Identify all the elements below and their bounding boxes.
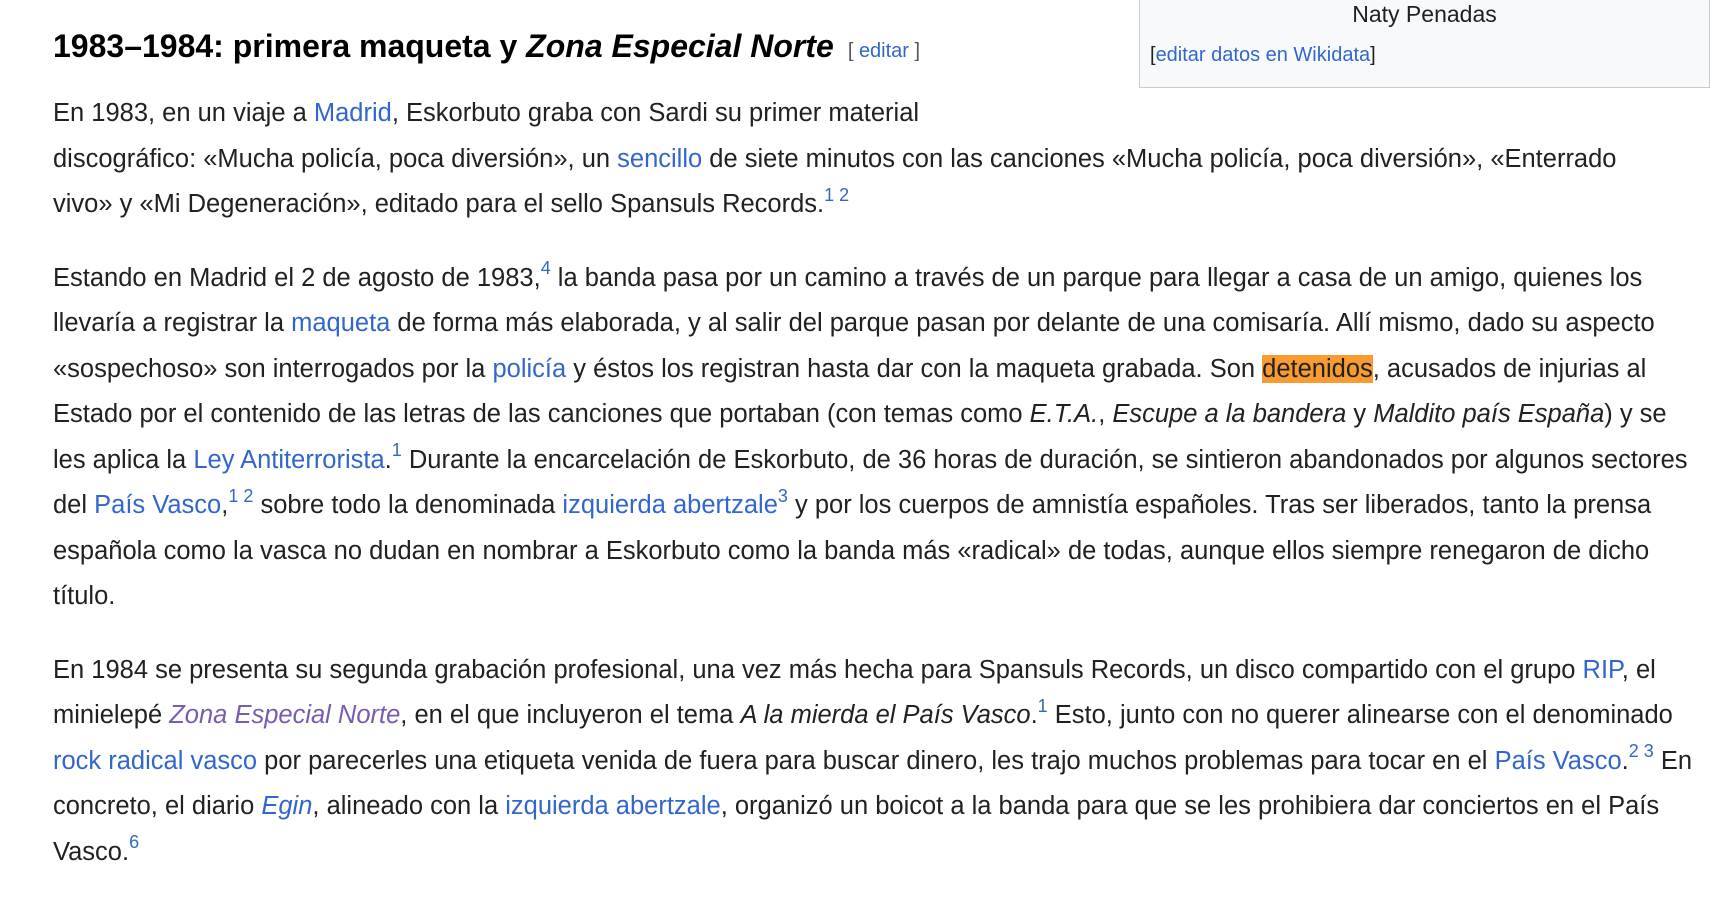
link-egin[interactable]: Egin	[261, 792, 313, 820]
text: .	[1030, 701, 1038, 729]
ref-link-4[interactable]: 4	[540, 258, 551, 278]
link-izquierda-abertzale[interactable]: izquierda abertzale	[562, 491, 778, 519]
link-pais-vasco[interactable]: País Vasco	[94, 491, 222, 519]
text: la banda pasa por un camino a través de un parque para llegar a casa de un amigo, quienes los llevaría a registrar la	[53, 263, 1643, 337]
reference	[1629, 741, 1654, 761]
paragraph-1	[53, 91, 1663, 228]
text: por parecerles una etiqueta venida de fuera para buscar dinero, les trajo muchos problemas para tocar en el	[257, 746, 1495, 775]
edit-section	[848, 40, 920, 62]
text: ,	[221, 491, 229, 519]
ref-link-2[interactable]: 2	[1628, 741, 1639, 761]
reference	[129, 832, 139, 852]
text: sobre todo la denominada	[253, 491, 563, 519]
bracket-open: [	[1150, 44, 1156, 66]
ref-link-2[interactable]: 2	[839, 184, 850, 205]
text: , en el que incluyeron el tema	[400, 701, 741, 729]
edit-bracket-open: [	[847, 40, 859, 62]
text: Esto, junto con no querer alinearse con el denominado	[1047, 701, 1673, 729]
reference	[228, 486, 253, 506]
link-sencillo[interactable]: sencillo	[617, 144, 703, 173]
link-izquierda-abertzale[interactable]: izquierda abertzale	[505, 792, 721, 820]
text: , el minielepé	[53, 655, 1656, 729]
reference	[541, 258, 551, 278]
infobox-wikidata-row	[1140, 42, 1709, 68]
ref-link-2[interactable]: 2	[243, 485, 254, 506]
text: Estando en Madrid el 2 de agosto de 1983,	[53, 263, 541, 292]
text: y	[1346, 400, 1374, 428]
song-title: Escupe a la bandera	[1112, 400, 1347, 428]
ref-link-1[interactable]: 1	[228, 485, 239, 506]
reference	[824, 185, 849, 205]
text: , organizó un boicot a la banda para que se les prohibiera dar conciertos en el País Vasco.	[53, 792, 1660, 866]
link-ley-antiterrorista[interactable]: Ley Antiterrorista	[193, 445, 385, 474]
text: discográfico: «Mucha policía, poca diversión», un	[53, 144, 618, 173]
link-pais-vasco[interactable]: País Vasco	[1494, 746, 1622, 775]
song-title: A la mierda el País Vasco	[740, 701, 1031, 729]
text: de siete minutos con las canciones «Mucha policía, poca diversión», «Enterrado vivo» y «Mi Degeneración», editado para el sello Spansuls Records.	[53, 144, 1617, 218]
text: y por los cuerpos de amnistía españoles. Tras ser liberados, tanto la prensa española como la vasca no dudan en nombrar a Eskorbuto como la banda más «radical» de todas, aunque ellos siempre renegaron de dicho título.	[53, 491, 1652, 610]
bracket-close: ]	[1370, 44, 1376, 66]
highlighted-word: detenidos	[1262, 354, 1373, 383]
link-rip[interactable]: RIP	[1582, 655, 1622, 684]
section-heading	[53, 24, 920, 73]
paragraph-3	[53, 648, 1693, 876]
edit-bracket-close: ]	[908, 40, 921, 62]
text: .	[384, 445, 392, 474]
paragraph-2	[53, 256, 1693, 620]
ref-link-6[interactable]: 6	[129, 832, 140, 852]
link-maqueta[interactable]: maqueta	[291, 309, 391, 337]
text: y éstos los registran hasta dar con la maqueta grabada. Son	[566, 354, 1263, 383]
edit-wikidata-link[interactable]: editar datos en Wikidata	[1155, 44, 1371, 66]
reference	[778, 486, 788, 506]
link-policia[interactable]: policía	[492, 354, 567, 383]
text: ) y se les aplica la	[53, 400, 1667, 474]
heading-text: 1983–1984: primera maqueta y	[53, 28, 527, 64]
reference	[392, 440, 402, 460]
ref-link-1[interactable]: 1	[1037, 695, 1048, 716]
song-title: E.T.A.	[1029, 400, 1099, 428]
text: de forma más elaborada, y al salir del parque pasan por delante de una comisaría. Allí mismo, dado su aspecto «sospechoso» son interrogados por la	[53, 309, 1655, 383]
ref-link-1[interactable]: 1	[824, 184, 835, 205]
text: .	[1621, 746, 1629, 775]
ref-link-3[interactable]: 3	[1643, 741, 1654, 761]
song-title: Maldito país España	[1373, 400, 1605, 428]
text: En concreto, el diario	[53, 746, 1693, 820]
text: En 1984 se presenta su segunda grabación profesional, una vez más hecha para Spansuls Records, un disco compartido con el grupo	[53, 655, 1583, 684]
edit-section-link[interactable]: editar	[858, 40, 909, 62]
ref-link-1[interactable]: 1	[391, 440, 402, 460]
text: ,	[1098, 400, 1113, 428]
article-content	[53, 91, 1693, 903]
link-zona-especial-norte[interactable]: Zona Especial Norte	[169, 701, 401, 729]
link-madrid[interactable]: Madrid	[313, 99, 392, 127]
infobox-caption-name: Naty Penadas	[1352, 1, 1497, 27]
text: , alineado con la	[312, 792, 506, 820]
infobox	[1139, 0, 1710, 88]
heading-italic-text: Zona Especial Norte	[526, 28, 834, 64]
text: Durante la encarcelación de Eskorbuto, de 36 horas de duración, se sintieron abandonados por algunos sectores del	[53, 445, 1688, 519]
text: , Eskorbuto graba con Sardi su primer material	[391, 99, 920, 127]
reference	[1038, 696, 1048, 716]
text: , acusados de injurias al Estado por el contenido de las letras de las canciones que portaban (con temas como	[53, 354, 1647, 428]
text: En 1983, en un viaje a	[53, 99, 314, 127]
link-rock-radical-vasco[interactable]: rock radical vasco	[53, 746, 258, 775]
ref-link-3[interactable]: 3	[777, 485, 788, 506]
